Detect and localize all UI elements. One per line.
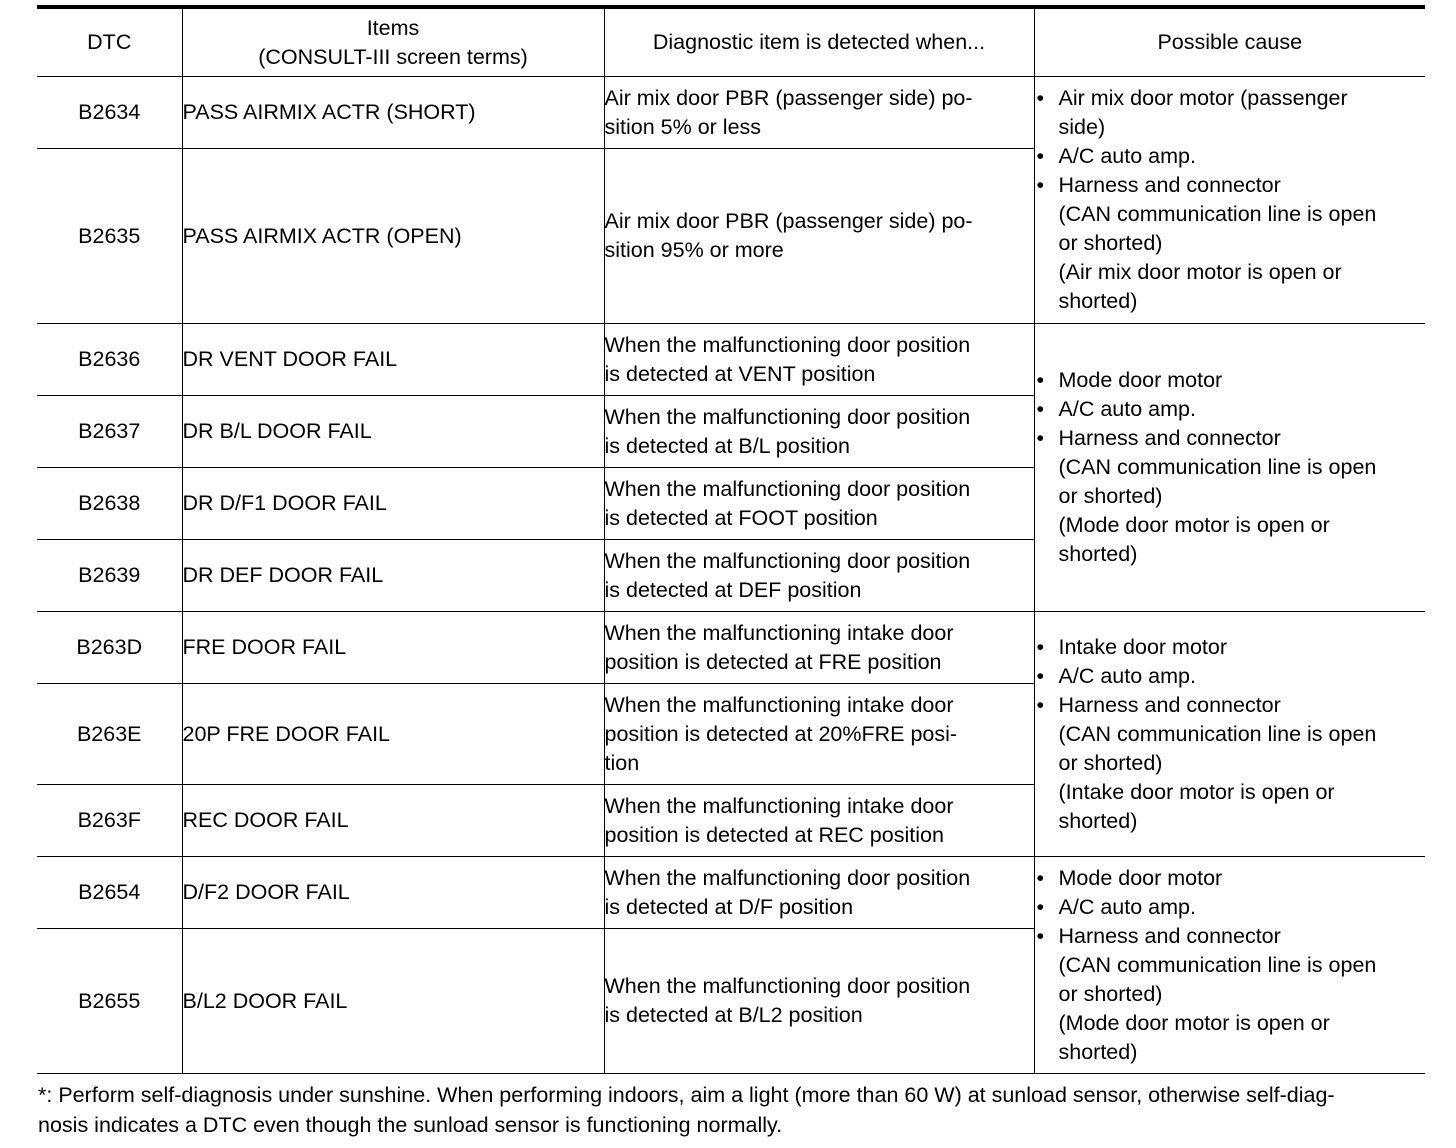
item-term: FRE DOOR FAIL [182, 612, 604, 684]
detect-condition [604, 612, 1034, 684]
detect-line: is detected at VENT position [604, 361, 876, 386]
detect-line: position is detected at REC position [604, 822, 944, 847]
dtc-code: B2635 [37, 149, 182, 324]
footnote-line: *: Perform self-diagnosis under sunshine. When performing indoors, aim a light (more than 60 W) at sunload sensor, otherwise self-diag- [38, 1083, 1335, 1107]
cause-bullet: • A/C auto amp. [1035, 662, 1426, 691]
dtc-code: B2636 [37, 324, 182, 396]
detect-line: sition 95% or more [604, 238, 784, 262]
dtc-code: B2638 [37, 468, 182, 540]
table-row [37, 77, 1425, 149]
detect-condition [604, 684, 1034, 785]
footnote [38, 1080, 1438, 1140]
detect-line: is detected at D/F position [604, 894, 854, 919]
cause-bullet: • Harness and connector (CAN communication line is open or shorted) (Air mix door motor is open or shorted) [1035, 171, 1426, 316]
detect-condition [604, 396, 1034, 468]
detect-condition [604, 929, 1034, 1074]
cause-bullet: • Mode door motor [1035, 366, 1426, 395]
detect-condition [604, 149, 1034, 324]
cause-bullet: • Harness and connector (CAN communication line is open or shorted) (Mode door motor is open or shorted) [1035, 424, 1426, 569]
item-term: REC DOOR FAIL [182, 785, 604, 857]
item-term: DR D/F1 DOOR FAIL [182, 468, 604, 540]
cause-bullet: • Mode door motor [1035, 864, 1426, 893]
dtc-table [37, 5, 1425, 1074]
cause-bullet: • A/C auto amp. [1035, 395, 1426, 424]
detect-line: When the malfunctioning door position [604, 865, 971, 890]
detect-line: tion [604, 750, 640, 775]
header-possible-cause: Possible cause [1034, 7, 1425, 77]
detect-line: When the malfunctioning intake door [604, 620, 954, 645]
possible-cause-group-mode-2 [1034, 857, 1425, 1074]
detect-condition [604, 785, 1034, 857]
dtc-code: B2655 [37, 929, 182, 1074]
detect-condition [604, 77, 1034, 149]
dtc-code: B2637 [37, 396, 182, 468]
item-term: 20P FRE DOOR FAIL [182, 684, 604, 785]
item-term: D/F2 DOOR FAIL [182, 857, 604, 929]
dtc-code: B2639 [37, 540, 182, 612]
cause-bullet: • Intake door motor [1035, 633, 1426, 662]
detect-line: is detected at FOOT position [604, 505, 878, 530]
possible-cause-group-mode [1034, 324, 1425, 612]
detect-line: position is detected at FRE position [604, 649, 942, 674]
cause-bullet: • Air mix door motor (passenger side) [1035, 84, 1426, 142]
detect-line: When the malfunctioning door position [604, 332, 971, 357]
item-term: B/L2 DOOR FAIL [182, 929, 604, 1074]
dtc-code: B263D [37, 612, 182, 684]
detect-line: position is detected at 20%FRE posi- [604, 721, 958, 746]
detect-line: When the malfunctioning door position [604, 404, 971, 429]
cause-bullet: • A/C auto amp. [1035, 893, 1426, 922]
header-items-line2: (CONSULT-III screen terms) [258, 44, 528, 69]
detect-line: is detected at B/L2 position [604, 1003, 863, 1027]
table-header-row [37, 7, 1425, 77]
table-row [37, 324, 1425, 396]
dtc-code: B2654 [37, 857, 182, 929]
possible-cause-group-intake [1034, 612, 1425, 857]
detect-condition [604, 857, 1034, 929]
cause-bullet: • Harness and connector (CAN communication line is open or shorted) (Intake door motor is open or shorted) [1035, 691, 1426, 836]
detect-line: When the malfunctioning door position [604, 974, 971, 998]
header-dtc: DTC [37, 7, 182, 77]
item-term: PASS AIRMIX ACTR (SHORT) [182, 77, 604, 149]
header-detected-when: Diagnostic item is detected when... [604, 7, 1034, 77]
detect-condition [604, 468, 1034, 540]
detect-line: Air mix door PBR (passenger side) po- [604, 85, 973, 110]
item-term: DR B/L DOOR FAIL [182, 396, 604, 468]
detect-line: Air mix door PBR (passenger side) po- [604, 209, 973, 233]
detect-line: When the malfunctioning door position [604, 476, 971, 501]
dtc-code: B263F [37, 785, 182, 857]
detect-line: is detected at DEF position [604, 577, 862, 602]
item-term: PASS AIRMIX ACTR (OPEN) [182, 149, 604, 324]
dtc-code: B2634 [37, 77, 182, 149]
footnote-line: nosis indicates a DTC even though the sunload sensor is functioning normally. [38, 1113, 783, 1137]
detect-condition [604, 324, 1034, 396]
cause-bullet: • Harness and connector (CAN communication line is open or shorted) (Mode door motor is open or shorted) [1035, 922, 1426, 1067]
detect-condition [604, 540, 1034, 612]
cause-bullet: • A/C auto amp. [1035, 142, 1426, 171]
detect-line: sition 5% or less [604, 114, 762, 139]
detect-line: is detected at B/L position [604, 433, 850, 458]
table-row [37, 857, 1425, 929]
header-items-line1: Items [366, 15, 420, 40]
item-term: DR VENT DOOR FAIL [182, 324, 604, 396]
dtc-code: B263E [37, 684, 182, 785]
detect-line: When the malfunctioning door position [604, 548, 971, 573]
detect-line: When the malfunctioning intake door [604, 692, 954, 717]
item-term: DR DEF DOOR FAIL [182, 540, 604, 612]
table-row [37, 612, 1425, 684]
detect-line: When the malfunctioning intake door [604, 793, 954, 818]
possible-cause-group-airmix [1034, 77, 1425, 324]
header-items [182, 7, 604, 77]
